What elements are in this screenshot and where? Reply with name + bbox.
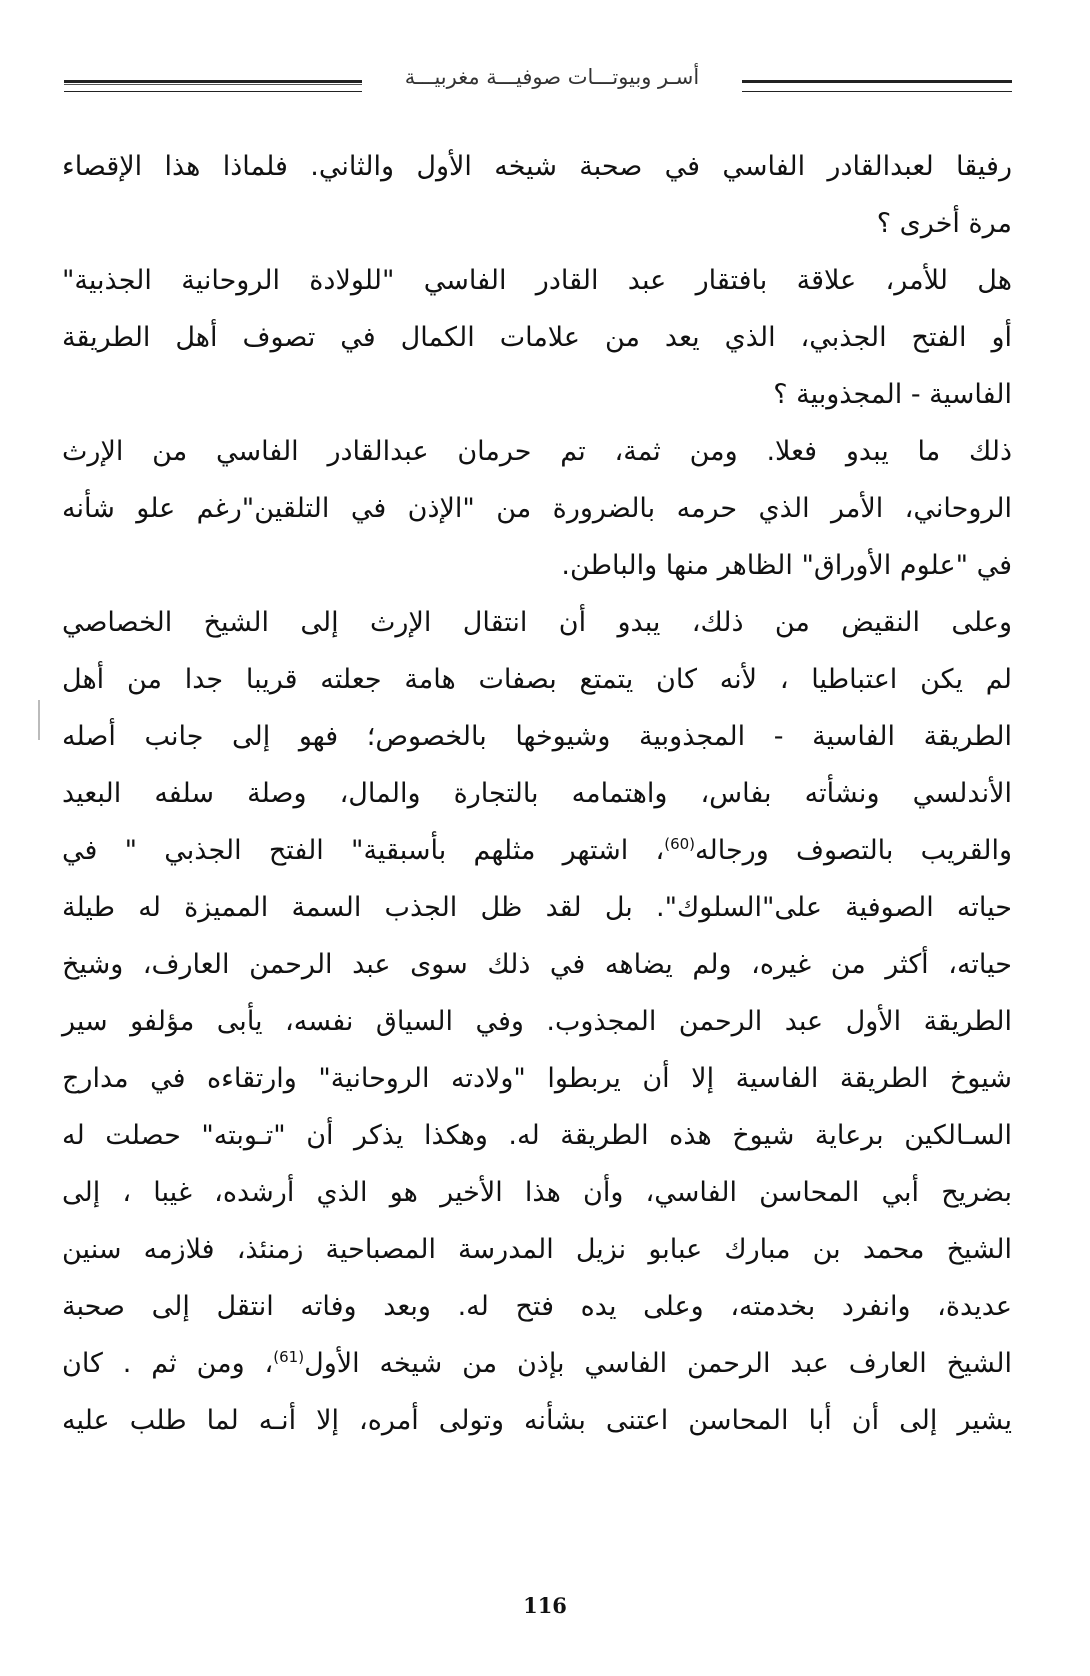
text-line bbox=[62, 1335, 1012, 1392]
line-text: ذلك ما يبدو فعلا. ومن ثمة، تم حرمان عبدالقادر الفاسي من الإرث bbox=[62, 436, 1012, 467]
text-line bbox=[62, 423, 1012, 480]
line-text: الروحاني، الأمر الذي حرمه بالضرورة من "الإذن في التلقين"رغم علو شأنه bbox=[62, 493, 1012, 524]
text-line bbox=[62, 708, 1012, 765]
line-text: الأندلسي ونشأته بفاس، واهتمامه بالتجارة والمال، وصلة سلفه البعيد bbox=[62, 778, 1012, 809]
running-header bbox=[62, 62, 1014, 92]
line-text: وعلى النقيض من ذلك، يبدو أن انتقال الإرث إلى الشيخ الخصاصي bbox=[62, 607, 1012, 638]
line-text: الطريقة الفاسية - المجذوبية وشيوخها بالخصوص؛ فهو إلى جانب أصله bbox=[62, 721, 1012, 752]
margin-mark bbox=[38, 700, 40, 740]
text-line bbox=[62, 765, 1012, 822]
text-line bbox=[62, 651, 1012, 708]
line-text: الشيخ محمد بن مبارك عبابو نزيل المدرسة المصباحية زمنئذ، فلازمه سنين bbox=[62, 1234, 1012, 1265]
line-text: الشيخ العارف عبد الرحمن الفاسي بإذن من شيخه الأول bbox=[304, 1348, 1012, 1379]
line-text: بضريح أبي المحاسن الفاسي، وأن هذا الأخير هو الذي أرشده، غيبا ، إلى bbox=[62, 1177, 1012, 1208]
paragraph bbox=[62, 423, 1012, 594]
line-text: عديدة، وانفرد بخدمته، وعلى يده فتح له. وبعد وفاته انتقل إلى صحبة bbox=[62, 1291, 1012, 1322]
text-line bbox=[62, 1107, 1012, 1164]
line-text: الفاسية - المجذوبية ؟ bbox=[773, 379, 1012, 410]
line-text: في "علوم الأوراق" الظاهر منها والباطن. bbox=[561, 550, 1012, 581]
text-line bbox=[62, 1221, 1012, 1278]
text-line bbox=[62, 1392, 1012, 1449]
body-text bbox=[62, 138, 1012, 1449]
line-text: لم يكن اعتباطيا ، لأنه كان يتمتع بصفات هامة جعلته قريبا جدا من أهل bbox=[62, 664, 1012, 695]
text-line bbox=[62, 822, 1012, 879]
line-text: الطريقة الأول عبد الرحمن المجذوب. وفي السياق نفسه، يأبى مؤلفو سير bbox=[62, 1006, 1012, 1037]
line-text: مرة أخرى ؟ bbox=[876, 208, 1012, 239]
line-text-continued: ، ومن ثم . كان bbox=[62, 1348, 274, 1379]
paragraph bbox=[62, 594, 1012, 1449]
line-text: حياته الصوفية على"السلوك". بل لقد ظل الجذب السمة المميزة له طيلة bbox=[62, 892, 1012, 923]
paragraph bbox=[62, 138, 1012, 252]
text-line bbox=[62, 879, 1012, 936]
text-line bbox=[62, 936, 1012, 993]
header-rule-right bbox=[742, 80, 1012, 92]
text-line bbox=[62, 1164, 1012, 1221]
line-text: والقريب بالتصوف ورجاله bbox=[695, 835, 1012, 866]
text-line bbox=[62, 594, 1012, 651]
footnote-ref: (60) bbox=[664, 835, 696, 853]
line-text: هل للأمر، علاقة بافتقار عبد القادر الفاسي "للولادة الروحانية الجذبية" bbox=[62, 265, 1012, 296]
running-title: أسـر وبيوتـــات صوفيـــة مغربيـــة bbox=[404, 65, 700, 89]
footnote-ref: (61) bbox=[273, 1348, 305, 1366]
header-rule-left bbox=[64, 80, 362, 92]
line-text: حياته، أكثر من غيره، ولم يضاهه في ذلك سوى عبد الرحمن العارف، وشيخ bbox=[62, 949, 1012, 980]
page-number: 116 bbox=[523, 1593, 567, 1618]
line-text: شيوخ الطريقة الفاسية إلا أن يربطوا "ولادته الروحانية" وارتقاءه في مدارج bbox=[62, 1063, 1012, 1094]
line-text-continued: ، اشتهر مثلهم بأسبقية" الفتح الجذبي " في bbox=[62, 835, 665, 866]
line-text: رفيقا لعبدالقادر الفاسي في صحبة شيخه الأول والثاني. فلماذا هذا الإقصاء bbox=[62, 151, 1012, 182]
paragraph bbox=[62, 252, 1012, 423]
text-line bbox=[62, 195, 1012, 252]
text-line bbox=[62, 537, 1012, 594]
text-line bbox=[62, 480, 1012, 537]
text-line bbox=[62, 366, 1012, 423]
text-line bbox=[62, 1278, 1012, 1335]
text-line bbox=[62, 993, 1012, 1050]
line-text: يشير إلى أن أبا المحاسن اعتنى بشأنه وتولى أمره، إلا أنـه لما طلب عليه bbox=[62, 1405, 1012, 1436]
line-text: السـالكين برعاية شيوخ هذه الطريقة له. وهكذا يذكر أن "تـوبته" حصلت له bbox=[62, 1120, 1012, 1151]
text-line bbox=[62, 1050, 1012, 1107]
line-text: أو الفتح الجذبي، الذي يعد من علامات الكمال في تصوف أهل الطريقة bbox=[62, 322, 1012, 353]
text-line bbox=[62, 309, 1012, 366]
text-line bbox=[62, 138, 1012, 195]
text-line bbox=[62, 252, 1012, 309]
